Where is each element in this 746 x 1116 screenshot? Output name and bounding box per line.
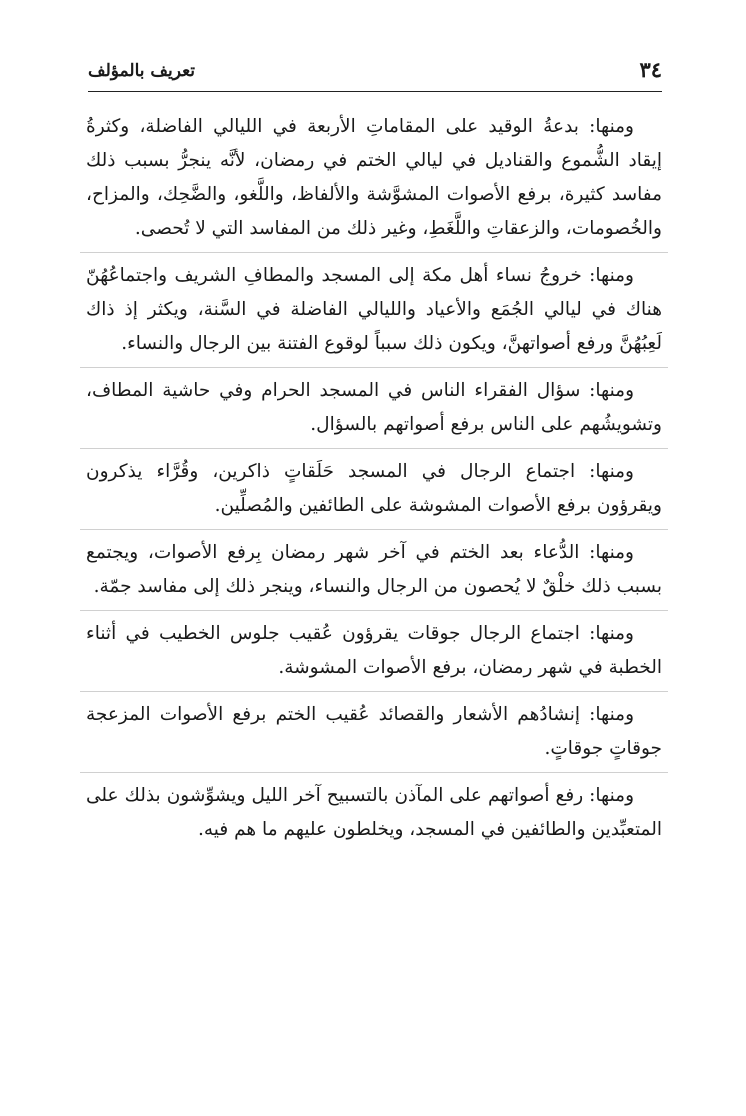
- paragraph: ومنها: بدعةُ الوقيد على المقاماتِ الأربعة في الليالي الفاضلة، وكثرةُ إيقاد الشُّموع والقناديل في ليالي الختم في رمضان، لأنَّه ينجرُّ بسبب ذلك مفاسد كثيرة، برفع الأصوات المشوَّشة والألفاظ، واللَّغو، والضَّحِك، والمزاح، والخُصومات، والزعقاتِ واللَّغَطِ، وغير ذلك من المفاسد التي لا تُحصى.: [86, 116, 662, 239]
- paragraph: ومنها: إنشادُهم الأشعار والقصائد عُقيب الختم برفع الأصوات المزعجة جوقاتٍ جوقاتٍ.: [86, 704, 662, 759]
- paragraph-divider: [80, 691, 668, 692]
- paragraph-divider: [80, 772, 668, 773]
- paragraph: ومنها: رفع أصواتهم على المآذن بالتسبيح آخر الليل ويشوِّشون بذلك على المتعبِّدين والطائفين في المسجد، ويخلطون عليهم ما هم فيه.: [86, 785, 662, 840]
- paragraph-divider: [80, 610, 668, 611]
- body-text: [86, 110, 662, 847]
- paragraph: ومنها: الدُّعاء بعد الختم في آخر شهر رمضان بِرفع الأصوات، ويجتمع بسبب ذلك خلْقٌ لا يُحصون من الرجال والنساء، وينجر ذلك إلى مفاسد جمّة.: [86, 542, 662, 597]
- running-title: تعريف بالمؤلف: [88, 61, 196, 81]
- paragraph-divider: [80, 252, 668, 253]
- page-number: ٣٤: [639, 57, 662, 82]
- paragraph-divider: [80, 529, 668, 530]
- paragraph: ومنها: خروجُ نساء أهل مكة إلى المسجد والمطافِ الشريف واجتماعُهُنّ هناك في ليالي الجُمَع والأعياد والليالي الفاضلة في السَّنة، ويكثر إذ ذاك لَعِبُهُنَّ ورفع أصواتهنَّ، ويكون ذلك سبباً لوقوع الفتنة بين الرجال والنساء.: [86, 265, 662, 354]
- paragraph: ومنها: اجتماع الرجال في المسجد حَلَقاتٍ ذاكرين، وقُرَّاء يذكرون ويقرؤون برفع الأصوات المشوشة على الطائفين والمُصلِّين.: [86, 461, 662, 516]
- page-header: [88, 55, 662, 92]
- paragraph-divider: [80, 448, 668, 449]
- paragraph: ومنها: اجتماع الرجال جوقات يقرؤون عُقيب جلوس الخطيب في أثناء الخطبة في شهر رمضان، برفع الأصوات المشوشة.: [86, 623, 662, 678]
- paragraph-divider: [80, 367, 668, 368]
- paragraph: ومنها: سؤال الفقراء الناس في المسجد الحرام وفي حاشية المطاف، وتشويشُهم على الناس برفع أصواتهم بالسؤال.: [86, 380, 662, 435]
